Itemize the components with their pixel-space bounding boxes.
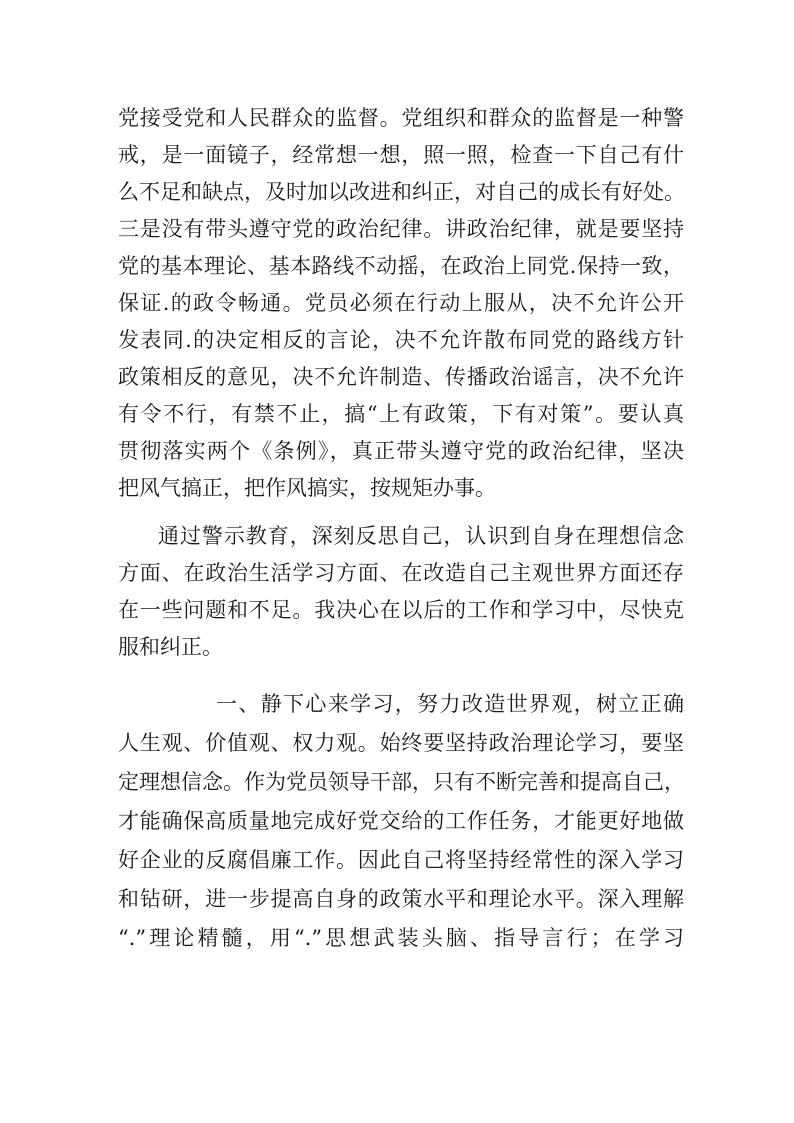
text-line: 方面、在政治生活学习方面、在改造自己主观世界方面还存 xyxy=(118,561,684,585)
text-line: 发表同.的决定相反的言论，决不允许散布同党的路线方针 xyxy=(118,328,684,352)
text-line: 么不足和缺点，及时加以改进和纠正，对自己的成长有好处。 xyxy=(118,180,685,204)
text-line: 党的基本理论、基本路线不动摇，在政治上同党.保持一致， xyxy=(118,254,684,278)
text-line: 三是没有带头遵守党的政治纪律。讲政治纪律，就是要坚持 xyxy=(118,217,684,241)
text-line: 有令不行，有禁不止，搞“上有政策，下有对策”。要认真 xyxy=(118,402,684,426)
text-line: 政策相反的意见，决不允许制造、传播政治谣言，决不允许 xyxy=(118,365,684,389)
text-line: 好企业的反腐倡廉工作。因此自己将坚持经常性的深入学习 xyxy=(118,848,684,872)
text-line: 才能确保高质量地完成好党交给的工作任务，才能更好地做 xyxy=(118,809,684,833)
text-line: 保证.的政令畅通。党员必须在行动上服从，决不允许公开 xyxy=(118,291,684,315)
text-line: 把风气搞正，把作风搞实，按规矩办事。 xyxy=(118,476,496,500)
text-line: 和钻研，进一步提高自身的政策水平和理论水平。深入理解 xyxy=(118,887,684,911)
text-line: 党接受党和人民群众的监督。党组织和群众的监督是一种警 xyxy=(118,106,684,130)
text-line: 定理想信念。作为党员领导干部，只有不断完善和提高自己， xyxy=(118,770,685,794)
text-line: 一、静下心来学习，努力改造世界观，树立正确 xyxy=(216,692,684,716)
text-line: 贯彻落实两个《条例》，真正带头遵守党的政治纪律，坚决 xyxy=(118,439,684,463)
text-line: 服和纠正。 xyxy=(118,635,223,659)
text-line: 人生观、价值观、权力观。始终要坚持政治理论学习，要坚 xyxy=(118,731,684,755)
text-line: 在一些问题和不足。我决心在以后的工作和学习中，尽快克 xyxy=(118,598,684,622)
text-line: “.”理论精髓，用“.”思想武装头脑、指导言行；在学习 xyxy=(118,926,684,950)
text-line: 戒，是一面镜子，经常想一想，照一照，检查一下自己有什 xyxy=(118,143,684,167)
text-line: 通过警示教育，深刻反思自己，认识到自身在理想信念 xyxy=(158,524,684,548)
